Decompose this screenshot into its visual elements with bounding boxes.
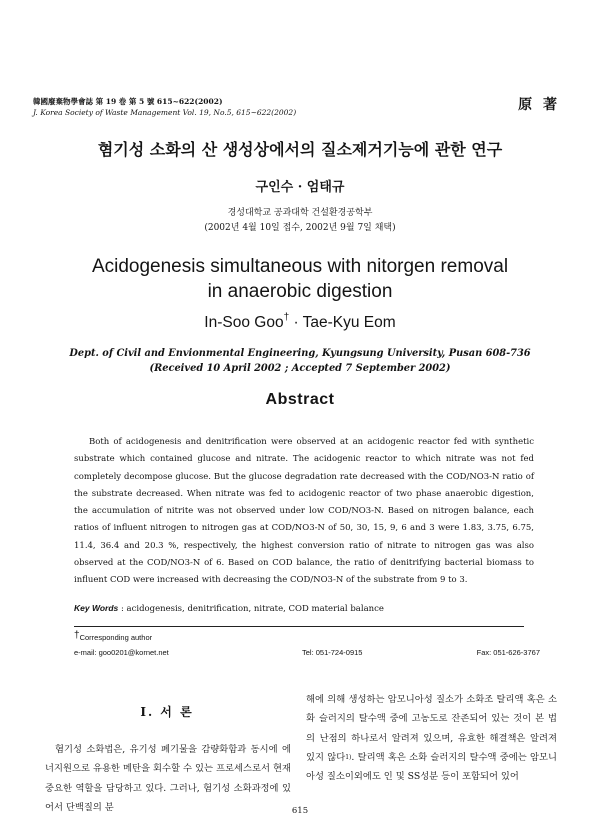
journal-name-english: J. Korea Society of Waste Management Vol. 19, No.5, 615~622(2002) xyxy=(33,108,297,117)
english-authors xyxy=(0,314,600,332)
contact-line xyxy=(74,648,540,657)
article-type-label: 原 著 xyxy=(518,97,560,113)
corresponding-note xyxy=(74,632,152,643)
journal-header xyxy=(33,96,296,118)
english-title xyxy=(0,254,600,304)
email-text: e-mail: goo0201@kornet.net xyxy=(74,648,169,657)
abstract-body xyxy=(74,434,534,590)
abstract-text: Both of acidogenesis and denitrification were observed at an acidogenic reactor fed with synthetic substrate which contained glucose and nitrate. The acidogenic reactor to which nitrate was not fed completely decompose glucose. But the glucose degradation rate decreased with the COD/NO3-N ratio of the substrate decreased. When nitrate was fed to acidogenic reactor of two phase anaerobic digestion, the accumulation of nitrite was not observed under low COD/NO3-N. Based on nitrogen balance, each ratios of influent nitrogen to nitrogen gas at COD/NO3-N of 50, 30, 15, 9, 6 and 3 were 1.83, 3.75, 6.75, 11.4, 36.4 and 20.3 %, respectively, the highest conversion ratio of nitrate to nitrogen gas was also observed at the COD/NO3-N of 6. Based on COD balance, the ratio of denitrifying bacterial biomass to influent COD were increased with decreasing the COD/NO3-N of the substrate from 9 to 3. xyxy=(74,437,534,586)
keywords xyxy=(74,603,534,614)
english-title-line2: in anaerobic digestion xyxy=(207,281,393,302)
english-affiliation: Dept. of Civil and Envionmental Engineering, Kyungsung University, Pusan 608-736 xyxy=(69,348,531,359)
left-column-text: 혐기성 소화법은, 유기성 폐기물을 감량화함과 동시에 에너지원으로 유용한 메탄을 회수할 수 있는 프로세스로서 현재 중요한 역할을 담당하고 있다. 그러나, 혐기성 소화과정에 있어서 단백질의 분 xyxy=(45,744,291,813)
korean-affiliation-block xyxy=(0,206,600,236)
english-dates: (Received 10 April 2002 ; Accepted 7 September 2002) xyxy=(149,363,451,374)
section-heading-introduction: Ⅰ. 서 론 xyxy=(140,705,194,719)
footnote-rule xyxy=(74,626,524,627)
korean-title: 혐기성 소화의 산 생성상에서의 질소제거기능에 관한 연구 xyxy=(97,140,503,159)
keywords-text: : acidogenesis, denitrification, nitrate, COD material balance xyxy=(120,604,384,614)
korean-dates: (2002년 4월 10일 접수, 2002년 9월 7일 채택) xyxy=(204,223,396,233)
corresponding-note-marker: † xyxy=(74,630,80,641)
korean-affiliation: 경성대학교 공과대학 건설환경공학부 xyxy=(227,208,373,218)
tel-text: Tel: 051-724-0915 xyxy=(302,648,363,657)
english-author-2: · Tae-Kyu Eom xyxy=(289,314,396,331)
right-column-text-2: . 탈리액 혹은 소화 슬러지의 탈수액 중에는 암모니아성 질소이외에도 인 및 SS성분 등이 포함되어 있어 xyxy=(306,751,557,783)
right-column xyxy=(306,690,557,786)
keywords-label: Key Words xyxy=(74,603,119,613)
english-title-line1: Acidogenesis simultaneous with nitorgen removal xyxy=(91,256,509,277)
korean-authors-text: 구인수 · 엄태규 xyxy=(255,180,345,195)
english-affiliation-block xyxy=(0,346,600,376)
right-column-text: 해에 의해 생성하는 암모니아성 질소가 소화조 탈리액 혹은 소화 슬러지의 탈수액 중에 고농도로 잔존되어 있는 것이 본 법의 난점의 하나로서 알려져 있으며, 유효한 해결책은 알려져 있지 않다 xyxy=(306,694,557,763)
journal-name-korean: 韓國廢棄物學會誌 第 19 卷 第 5 號 615~622(2002) xyxy=(33,97,223,106)
page-number: 615 xyxy=(291,806,309,816)
reference-marker: 1) xyxy=(345,753,352,761)
corresponding-label: Corresponding author xyxy=(79,633,153,642)
corresponding-marker: † xyxy=(283,312,290,323)
fax-text: Fax: 051-626-3767 xyxy=(476,648,540,657)
english-author-1: In-Soo Goo xyxy=(204,314,284,331)
abstract-heading: Abstract xyxy=(265,391,335,408)
korean-authors xyxy=(0,176,600,195)
